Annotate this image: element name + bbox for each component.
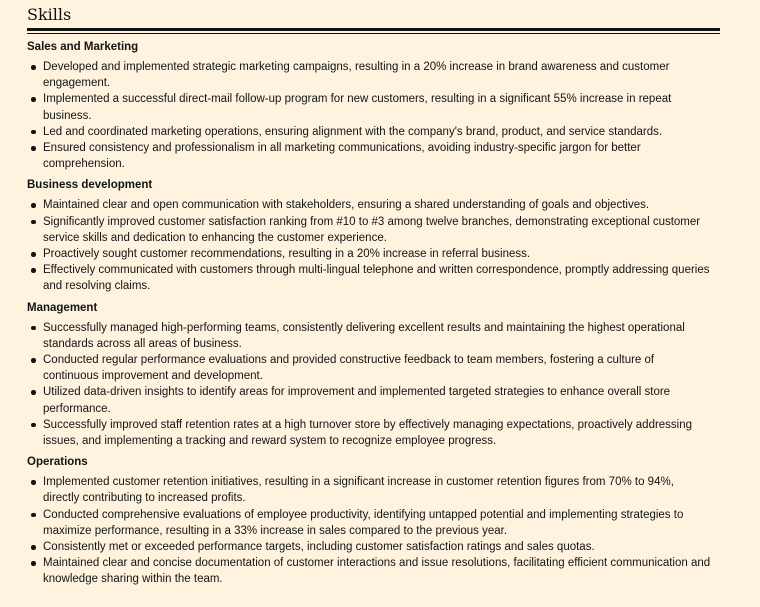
- section-title: Skills: [27, 5, 72, 24]
- list-item-text: Utilized data-driven insights to identify areas for improvement and implemented targeted strategies to enhance overall store performance.: [43, 386, 671, 415]
- list-item: [27, 384, 720, 416]
- list-item-text: Effectively communicated with customers through multi-lingual telephone and written correspondence, promptly addressing queries and resolving claims.: [43, 264, 710, 293]
- skill-group-management: [27, 300, 720, 450]
- group-title: Business development: [27, 179, 153, 192]
- group-title: Sales and Marketing: [27, 41, 139, 53]
- list-item-text: Maintained clear and concise documentation of customer interactions and issue resolutions, facilitating efficient communication and knowledge sharing within the team.: [43, 557, 711, 586]
- list-item: [27, 539, 720, 555]
- list-item-text: Successfully improved staff retention rates at a high turnover store by effectively managing expectations, proactively addressing issues, and implementing a tracking and reward system to recognize employee progress.: [43, 418, 693, 448]
- bullet-icon: [31, 480, 36, 485]
- list-item: [27, 262, 720, 294]
- list-item: [27, 214, 720, 246]
- bullet-icon: [31, 146, 36, 151]
- skill-group-business-development: [27, 177, 720, 294]
- list-item-text: Conducted regular performance evaluations and provided constructive feedback to team members, fostering a culture of continuous improvement and development.: [43, 354, 655, 383]
- section-divider: [27, 28, 720, 34]
- bullet-list: [27, 474, 720, 587]
- bullet-icon: [31, 423, 36, 428]
- list-item-text: Ensured consistency and professionalism in all marketing communications, avoiding industry-specific jargon for better comprehension.: [43, 142, 641, 171]
- list-item-text: Implemented a successful direct-mail follow-up program for new customers, resulting in a significant 55% increase in repeat business.: [43, 93, 672, 122]
- list-item-text: Implemented customer retention initiatives, resulting in a significant increase in customer retention figures from 70% to 94%, directly contributing to increased profits.: [43, 476, 674, 505]
- bullet-icon: [31, 358, 36, 363]
- list-item: [27, 124, 720, 140]
- list-item-text: Significantly improved customer satisfaction ranking from #10 to #3 among twelve branches, demonstrating exceptional customer service skills and dedication to enhancing the customer experience.: [43, 215, 701, 244]
- bullet-icon: [31, 220, 36, 225]
- bullet-icon: [31, 561, 36, 566]
- skill-group-sales-marketing: [27, 39, 720, 172]
- list-item: [27, 474, 720, 506]
- group-title: Operations: [27, 456, 88, 469]
- list-item: [27, 59, 720, 91]
- bullet-list: [27, 197, 720, 294]
- bullet-icon: [31, 203, 36, 208]
- list-item-text: Proactively sought customer recommendations, resulting in a 20% increase in referral business.: [43, 248, 531, 261]
- bullet-list: [27, 320, 720, 450]
- list-item: [27, 91, 720, 123]
- skill-group-operations: [27, 454, 720, 587]
- bullet-icon: [31, 545, 36, 550]
- list-item: [27, 246, 720, 262]
- bullet-icon: [31, 130, 36, 135]
- bullet-list: [27, 59, 720, 172]
- list-item: [27, 555, 720, 587]
- bullet-icon: [31, 65, 36, 70]
- bullet-icon: [31, 513, 36, 518]
- list-item-text: Maintained clear and open communication with stakeholders, ensuring a shared understanding of goals and objectives.: [43, 199, 650, 212]
- list-item-text: Successfully managed high-performing teams, consistently delivering excellent results and maintaining the highest operational standards across all areas of business.: [43, 321, 685, 350]
- list-item: [27, 197, 720, 213]
- list-item-text: Conducted comprehensive evaluations of employee productivity, identifying untapped potential and implementing strategies to maximize performance, resulting in a 33% increase in sales compared to the previous year.: [43, 508, 684, 537]
- bullet-icon: [31, 326, 36, 331]
- bullet-icon: [31, 252, 36, 257]
- list-item: [27, 352, 720, 384]
- group-title: Management: [27, 301, 98, 314]
- list-item: [27, 320, 720, 352]
- list-item-text: Consistently met or exceeded performance targets, including customer satisfaction ratings and sales quotas.: [43, 541, 595, 554]
- bullet-icon: [31, 390, 36, 395]
- list-item: [27, 417, 720, 449]
- bullet-icon: [31, 97, 36, 102]
- bullet-icon: [31, 268, 36, 273]
- list-item: [27, 140, 720, 172]
- list-item-text: Developed and implemented strategic marketing campaigns, resulting in a 20% increase in brand awareness and customer engagement.: [43, 61, 670, 90]
- list-item: [27, 507, 720, 539]
- list-item-text: Led and coordinated marketing operations, ensuring alignment with the company's brand, product, and service standards.: [43, 125, 663, 138]
